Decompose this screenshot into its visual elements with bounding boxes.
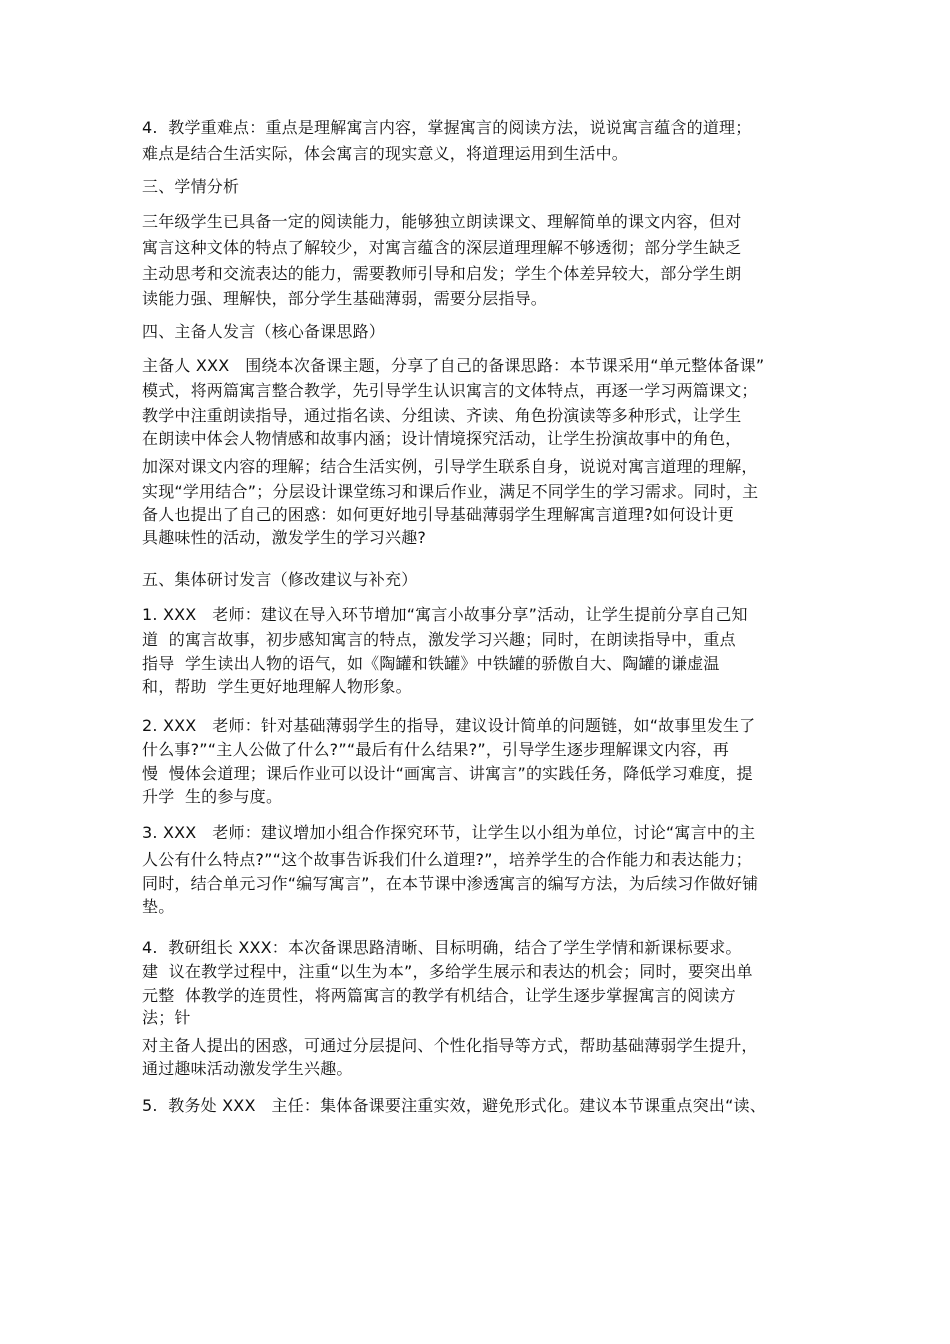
text-line: 5. 教务处 XXX 主任：集体备课要注重实效，避免形式化。建议本节课重点突出“读、	[142, 1096, 766, 1115]
text-line: 通过趣味活动激发学生兴趣。	[142, 1059, 353, 1078]
section-heading: 四、主备人发言（核心备课思路）	[142, 322, 386, 341]
text-line: 建 议在教学过程中，注重“以生为本”，多给学生展示和表达的机会；同时，要突出单	[142, 962, 753, 981]
text-line: 和，帮助 学生更好地理解人物形象。	[142, 677, 412, 696]
text-line: 主动思考和交流表达的能力，需要教师引导和启发；学生个体差异较大，部分学生朗	[142, 264, 742, 283]
text-line: 对主备人提出的困惑，可通过分层提问、个性化指导等方式，帮助基础薄弱学生提升，	[142, 1036, 758, 1055]
text-line: 升学 生的参与度。	[142, 787, 283, 806]
text-line: 什么事?”“主人公做了什么?”“最后有什么结果?”，引导学生逐步理解课文内容，再	[142, 740, 729, 759]
text-line: 1. XXX 老师：建议在导入环节增加“寓言小故事分享”活动，让学生提前分享自己知	[142, 605, 748, 624]
text-line: 人公有什么特点?”“这个故事告诉我们什么道理?”，培养学生的合作能力和表达能力；	[142, 850, 752, 869]
text-line: 三年级学生已具备一定的阅读能力，能够独立朗读课文、理解简单的课文内容，但对	[142, 212, 742, 231]
text-line: 模式，将两篇寓言整合教学，先引导学生认识寓言的文体特点，再逐一学习两篇课文；	[142, 381, 758, 400]
text-line: 4. 教研组长 XXX：本次备课思路清晰、目标明确，结合了学生学情和新课标要求。	[142, 938, 742, 957]
text-line: 备人也提出了自己的困惑：如何更好地引导基础薄弱学生理解寓言道理?如何设计更	[142, 505, 734, 524]
text-line: 读能力强、理解快，部分学生基础薄弱，需要分层指导。	[142, 289, 548, 308]
text-line: 道 的寓言故事，初步感知寓言的特点，激发学习兴趣；同时，在朗读指导中，重点	[142, 630, 736, 649]
text-line: 难点是结合生活实际，体会寓言的现实意义，将道理运用到生活中。	[142, 144, 629, 163]
text-line: 实现“学用结合”；分层设计课堂练习和课后作业，满足不同学生的学习需求。同时，主	[142, 482, 759, 501]
text-line: 法；针	[142, 1008, 191, 1027]
text-line: 4. 教学重难点：重点是理解寓言内容，掌握寓言的阅读方法，说说寓言蕴含的道理；	[142, 118, 752, 137]
section-heading: 五、集体研讨发言（修改建议与补充）	[142, 570, 418, 589]
text-line: 3. XXX 老师：建议增加小组合作探究环节，让学生以小组为单位，讨论“寓言中的主	[142, 823, 756, 842]
text-line: 慢 慢体会道理；课后作业可以设计“画寓言、讲寓言”的实践任务，降低学习难度，提	[142, 764, 753, 783]
section-heading: 三、学情分析	[142, 177, 240, 196]
text-line: 主备人 XXX 围绕本次备课主题，分享了自己的备课思路：本节课采用“单元整体备课”	[142, 356, 765, 375]
text-line: 同时，结合单元习作“编写寓言”，在本节课中渗透寓言的编写方法，为后续习作做好铺	[142, 874, 759, 893]
text-line: 2. XXX 老师：针对基础薄弱学生的指导，建议设计简单的问题链，如“故事里发生了	[142, 716, 756, 735]
text-line: 寓言这种文体的特点了解较少，对寓言蕴含的深层道理理解不够透彻；部分学生缺乏	[142, 238, 742, 257]
text-line: 指导 学生读出人物的语气，如《陶罐和铁罐》中铁罐的骄傲自大、陶罐的谦虚温	[142, 654, 720, 673]
text-line: 教学中注重朗读指导，通过指名读、分组读、齐读、角色扮演读等多种形式，让学生	[142, 406, 742, 425]
text-line: 在朗读中体会人物情感和故事内涵；设计情境探究活动，让学生扮演故事中的角色，	[142, 429, 742, 448]
text-line: 加深对课文内容的理解；结合生活实例，引导学生联系自身，说说对寓言道理的理解，	[142, 457, 758, 476]
text-line: 元整 体教学的连贯性，将两篇寓言的教学有机结合，让学生逐步掌握寓言的阅读方	[142, 986, 736, 1005]
text-line: 具趣味性的活动，激发学生的学习兴趣?	[142, 528, 427, 547]
text-line: 垫。	[142, 897, 175, 916]
